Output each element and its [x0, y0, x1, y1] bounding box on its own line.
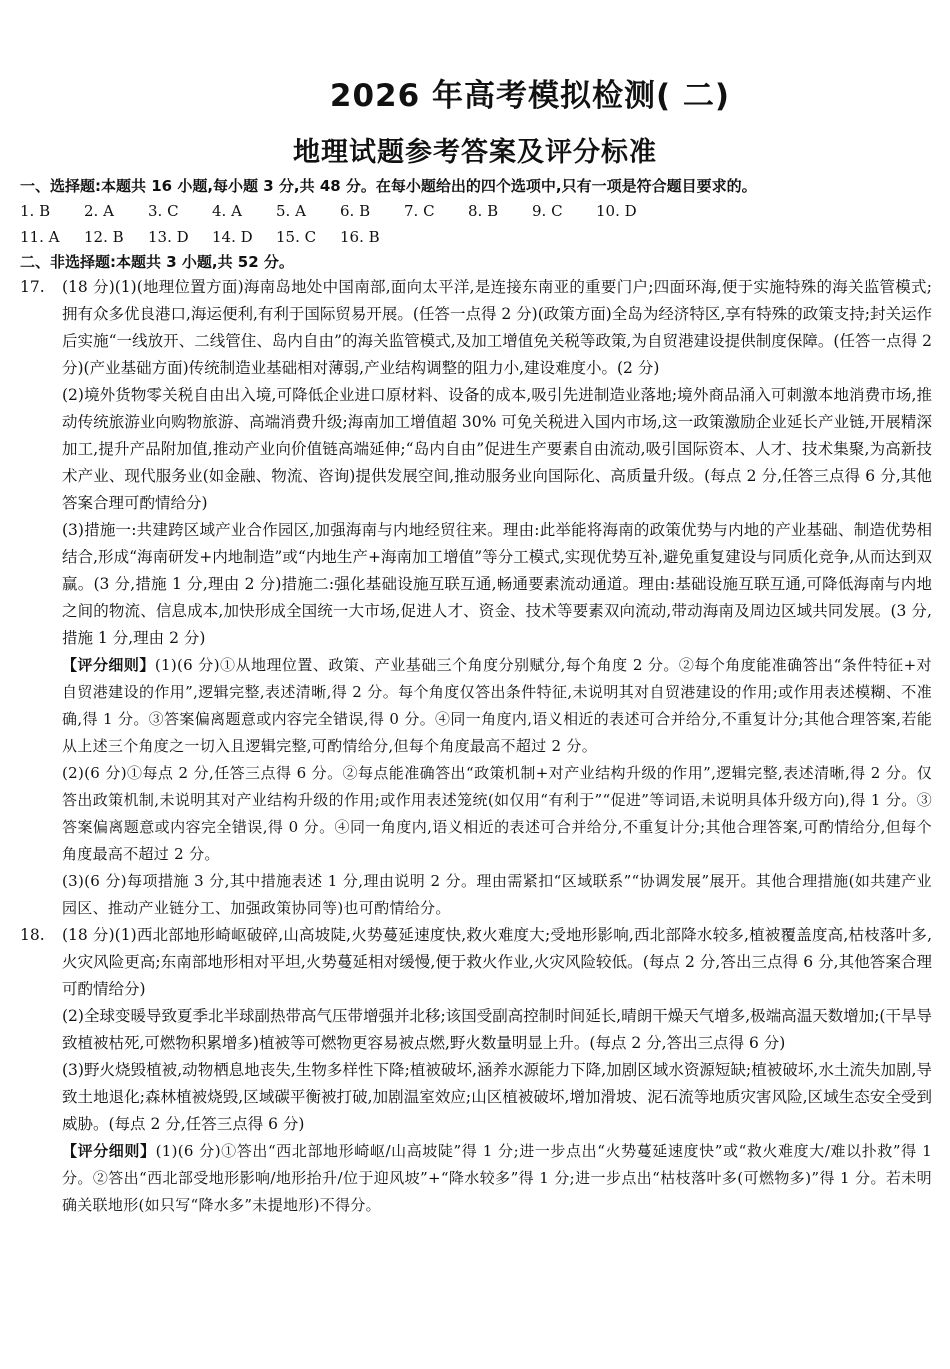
rubric-label: 【评分细则】 — [62, 656, 155, 674]
q17-rubric-3: (3)(6 分)每项措施 3 分,其中措施表述 1 分,理由说明 2 分。理由需紧扣“区域联系”“协调发展”展开。其他合理措施(如共建产业园区、推动产业链分工、加强政策协同等)也可酌情给分。 — [62, 872, 932, 917]
question-18-body — [62, 922, 932, 1219]
question-number: 18. — [20, 926, 45, 944]
section2-heading: 二、非选择题:本题共 3 小题,共 52 分。 — [20, 253, 294, 271]
q17-answer-part-3: (3)措施一:共建跨区域产业合作园区,加强海南与内地经贸往来。理由:此举能将海南的政策优势与内地的产业基础、制造优势相结合,形成“海南研发+内地制造”或“内地生产+海南加工增值”等分工模式,实现优势互补,避免重复建设与同质化竞争,从而达到双赢。(3 分,措施 1 分,理由 2 分)措施二:强化基础设施互联互通,畅通要素流动通道。理由:基础设施互联互通,可降低海南与内地之间的物流、信息成本,加快形成全国统一大市场,促进人才、资金、技术等要素双向流动,带动海南及周边区域共同发展。(3 分,措施 1 分,理由 2 分) — [62, 521, 932, 647]
answer-item: 13. D — [148, 228, 189, 246]
answer-item: 10. D — [596, 202, 637, 220]
answer-item: 5. A — [276, 202, 306, 220]
q18-rubric-1 — [62, 1138, 932, 1219]
q17-rubric-1 — [62, 652, 932, 760]
page-title: 2026 年高考模拟检测( 二) — [329, 78, 731, 114]
q18-answer-part-2: (2)全球变暖导致夏季北半球副热带高气压带增强并北移;该国受副高控制时间延长,晴朗干燥天气增多,极端高温天数增加;(干旱导致植被枯死,可燃物积累增多)植被等可燃物更容易被点燃,野火数量明显上升。(每点 2 分,答出三点得 6 分) — [62, 1007, 932, 1052]
q18-answer-part-1: (18 分)(1)西北部地形崎岖破碎,山高坡陡,火势蔓延速度快,救火难度大;受地形影响,西北部降水较多,植被覆盖度高,枯枝落叶多,火灾风险更高;东南部地形相对平坦,火势蔓延相对缓慢,便于救火作业,火灾风险较低。(每点 2 分,答出三点得 6 分,其他答案合理可酌情给分) — [62, 926, 932, 998]
q18-answer-part-3: (3)野火烧毁植被,动物栖息地丧失,生物多样性下降;植被破坏,涵养水源能力下降,加剧区域水资源短缺;植被破坏,水土流失加剧,导致土地退化;森林植被烧毁,区域碳平衡被打破,加剧温室效应;山区植被破坏,增加滑坡、泥石流等地质灾害风险,区域生态安全受到威胁。(每点 2 分,任答三点得 6 分) — [62, 1061, 932, 1133]
answer-item: 14. D — [212, 228, 253, 246]
page-subtitle: 地理试题参考答案及评分标准 — [293, 137, 657, 168]
answer-item: 16. B — [340, 228, 380, 246]
answer-item: 6. B — [340, 202, 371, 220]
question-number: 17. — [20, 278, 45, 296]
answer-item: 2. A — [84, 202, 114, 220]
question-17 — [20, 274, 932, 922]
question-17-body — [62, 274, 932, 922]
rubric-text: (1)(6 分)①从地理位置、政策、产业基础三个角度分别赋分,每个角度 2 分。②每个角度能准确答出“条件特征+对自贸港建设的作用”,逻辑完整,表述清晰,得 2 分。每个角度仅答出条件特征,未说明其对自贸港建设的作用;或作用表述模糊、不准确,得 1 分。③答案偏离题意或内容完全错误,得 0 分。④同一角度内,语义相近的表述可合并给分,不重复计分;其他合理答案,若能从上述三个角度之一切入且逻辑完整,可酌情给分,但每个角度最高不超过 2 分。 — [62, 656, 932, 755]
answer-item: 9. C — [532, 202, 563, 220]
answer-item: 1. B — [20, 202, 51, 220]
choice-answers-row-1 — [20, 198, 932, 224]
q17-answer-part-1: (18 分)(1)(地理位置方面)海南岛地处中国南部,面向太平洋,是连接东南亚的重要门户;四面环海,便于实施特殊的海关监管模式;拥有众多优良港口,海运便利,有利于国际贸易开展。(任答一点得 2 分)(政策方面)全岛为经济特区,享有特殊的政策支持;封关运作后实施“一线放开、二线管住、岛内自由”的海关监管模式,及加工增值免关税等政策,为自贸港建设提供制度保障。(任答一点得 2 分)(产业基础方面)传统制造业基础相对薄弱,产业结构调整的阻力小,建设难度小。(2 分) — [62, 278, 932, 377]
answer-item: 4. A — [212, 202, 242, 220]
answer-item: 3. C — [148, 202, 179, 220]
answer-content — [20, 174, 932, 1219]
section1-heading: 一、选择题:本题共 16 小题,每小题 3 分,共 48 分。在每小题给出的四个选项中,只有一项是符合题目要求的。 — [20, 177, 757, 195]
answer-item: 12. B — [84, 228, 124, 246]
answer-item: 15. C — [276, 228, 317, 246]
answer-item: 7. C — [404, 202, 435, 220]
rubric-text: (1)(6 分)①答出“西北部地形崎岖/山高坡陡”得 1 分;进一步点出“火势蔓延速度快”或“救火难度大/难以扑救”得 1 分。②答出“西北部受地形影响/地形抬升/位于迎风坡”+“降水较多”得 1 分;进一步点出“枯枝落叶多(可燃物多)”得 1 分。若未明确关联地形(如只写“降水多”未提地形)不得分。 — [62, 1142, 932, 1214]
answer-item: 8. B — [468, 202, 499, 220]
rubric-label: 【评分细则】 — [62, 1142, 156, 1160]
q17-rubric-2: (2)(6 分)①每点 2 分,任答三点得 6 分。②每点能准确答出“政策机制+对产业结构升级的作用”,逻辑完整,表述清晰,得 2 分。仅答出政策机制,未说明其对产业结构升级的作用;或作用表述笼统(如仅用“有利于”“促进”等词语,未说明具体升级方向),得 1 分。③答案偏离题意或内容完全错误,得 0 分。④同一角度内,语义相近的表述可合并给分,不重复计分;其他合理答案,可酌情给分,但每个角度最高不超过 2 分。 — [62, 764, 932, 863]
choice-answers-row-2 — [20, 224, 932, 250]
bottom-margin — [0, 1295, 950, 1369]
question-18 — [20, 922, 932, 1219]
q17-answer-part-2: (2)境外货物零关税自由出入境,可降低企业进口原材料、设备的成本,吸引先进制造业落地;境外商品涌入可刺激本地消费市场,推动传统旅游业向购物旅游、高端消费升级;海南加工增值超 30% 可免关税进入国内市场,这一政策激励企业延长产业链,开展精深加工,提升产品附加值,推动产业向价值链高端延伸;“岛内自由”促进生产要素自由流动,吸引国际资本、人才、技术集聚,为高新技术产业、现代服务业(如金融、物流、咨询)提供发展空间,推动服务业向国际化、高质量升级。(每点 2 分,任答三点得 6 分,其他答案合理可酌情给分) — [62, 386, 932, 512]
answer-item: 11. A — [20, 228, 60, 246]
